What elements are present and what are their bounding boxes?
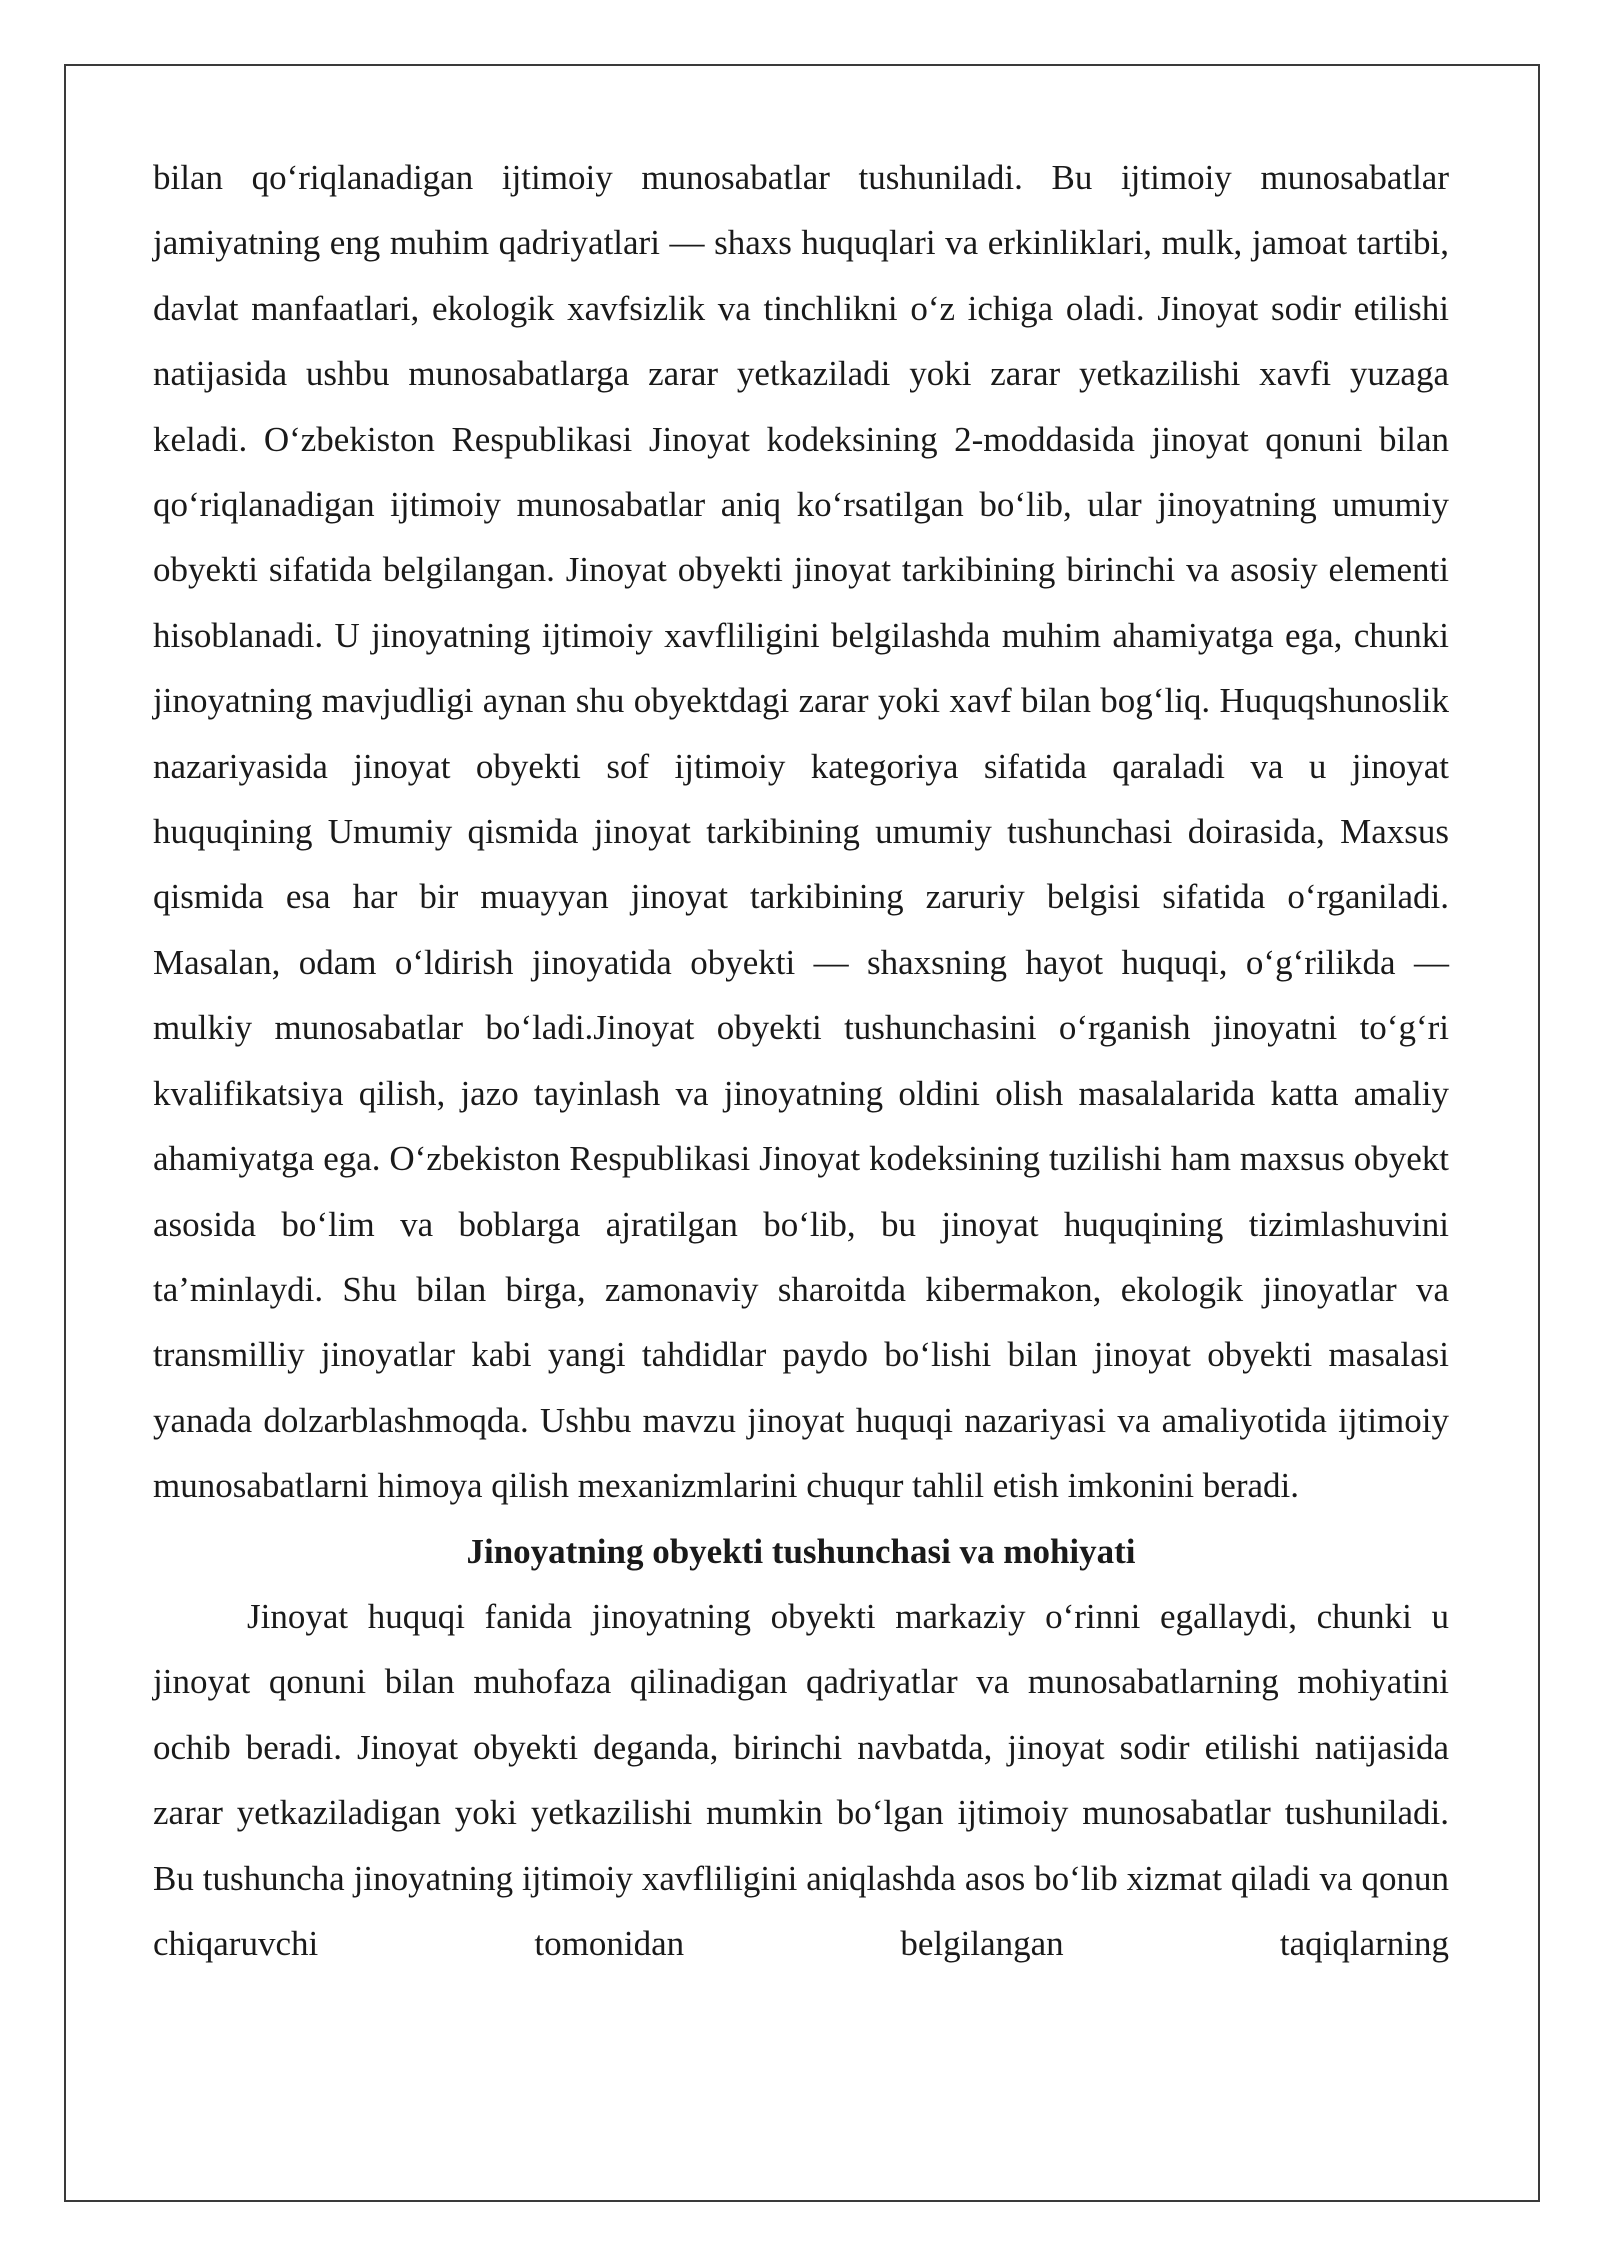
body-paragraph: bilan qo‘riqlanadigan ijtimoiy munosabatlar tushuniladi. Bu ijtimoiy munosabatlar jamiyatning eng muhim qadriyatlari — shaxs huquqlari va erkinliklari, mulk, jamoat tartibi, davlat manfaatlari, ekologik xavfsizlik va tinchlikni o‘z ichiga oladi. Jinoyat sodir etilishi natijasida ushbu munosabatlarga zarar yetkaziladi yoki zarar yetkazilishi xavfi yuzaga keladi. O‘zbekiston Respublikasi Jinoyat kodeksining 2-moddasida jinoyat qonuni bilan qo‘riqlanadigan ijtimoiy munosabatlar aniq ko‘rsatilgan bo‘lib, ular jinoyatning umumiy obyekti sifatida belgilangan. Jinoyat obyekti jinoyat tarkibining birinchi va asosiy elementi hisoblanadi. U jinoyatning ijtimoiy xavfliligini belgilashda muhim ahamiyatga ega, chunki jinoyatning mavjudligi aynan shu obyektdagi zarar yoki xavf bilan bog‘liq. Huquqshunoslik nazariyasida jinoyat obyekti sof ijtimoiy kategoriya sifatida qaraladi va u jinoyat huquqining Umumiy qismida jinoyat tarkibining umumiy tushunchasi doirasida, Maxsus qismida esa har bir muayyan jinoyat tarkibining zaruriy belgisi sifatida o‘rganiladi. Masalan, odam o‘ldirish jinoyatida obyekti — shaxsning hayot huquqi, o‘g‘rilikda — mulkiy munosabatlar bo‘ladi.Jinoyat obyekti tushunchasini o‘rganish jinoyatni to‘g‘ri kvalifikatsiya qilish, jazo tayinlash va jinoyatning oldini olish masalalarida katta amaliy ahamiyatga ega. O‘zbekiston Respublikasi Jinoyat kodeksining tuzilishi ham maxsus obyekt asosida bo‘lim va boblarga ajratilgan bo‘lib, bu jinoyat huquqining tizimlashuvini ta’minlaydi. Shu bilan birga, zamonaviy sharoitda kibermakon, ekologik jinoyatlar va transmilliy jinoyatlar kabi yangi tahdidlar paydo bo‘lishi bilan jinoyat obyekti masalasi yanada dolzarblashmoqda. Ushbu mavzu jinoyat huquqi nazariyasi va amaliyotida ijtimoiy munosabatlarni himoya qilish mexanizmlarini chuqur tahlil etish imkonini beradi.	[153, 158, 1449, 1506]
document-body	[153, 145, 1449, 1976]
section-heading: Jinoyatning obyekti tushunchasi va mohiyati	[466, 1531, 1136, 1571]
section-paragraph: Jinoyat huquqi fanida jinoyatning obyekti markaziy o‘rinni egallaydi, chunki u jinoyat qonuni bilan muhofaza qilinadigan qadriyatlar va munosabatlarning mohiyatini ochib beradi. Jinoyat obyekti deganda, birinchi navbatda, jinoyat sodir etilishi natijasida zarar yetkaziladigan yoki yetkazilishi mumkin bo‘lgan ijtimoiy munosabatlar tushuniladi. Bu tushuncha jinoyatning ijtimoiy xavfliligini aniqlashda asos bo‘lib xizmat qiladi va qonun chiqaruvchi tomonidan belgilangan taqiqlarning	[153, 1596, 1449, 1963]
